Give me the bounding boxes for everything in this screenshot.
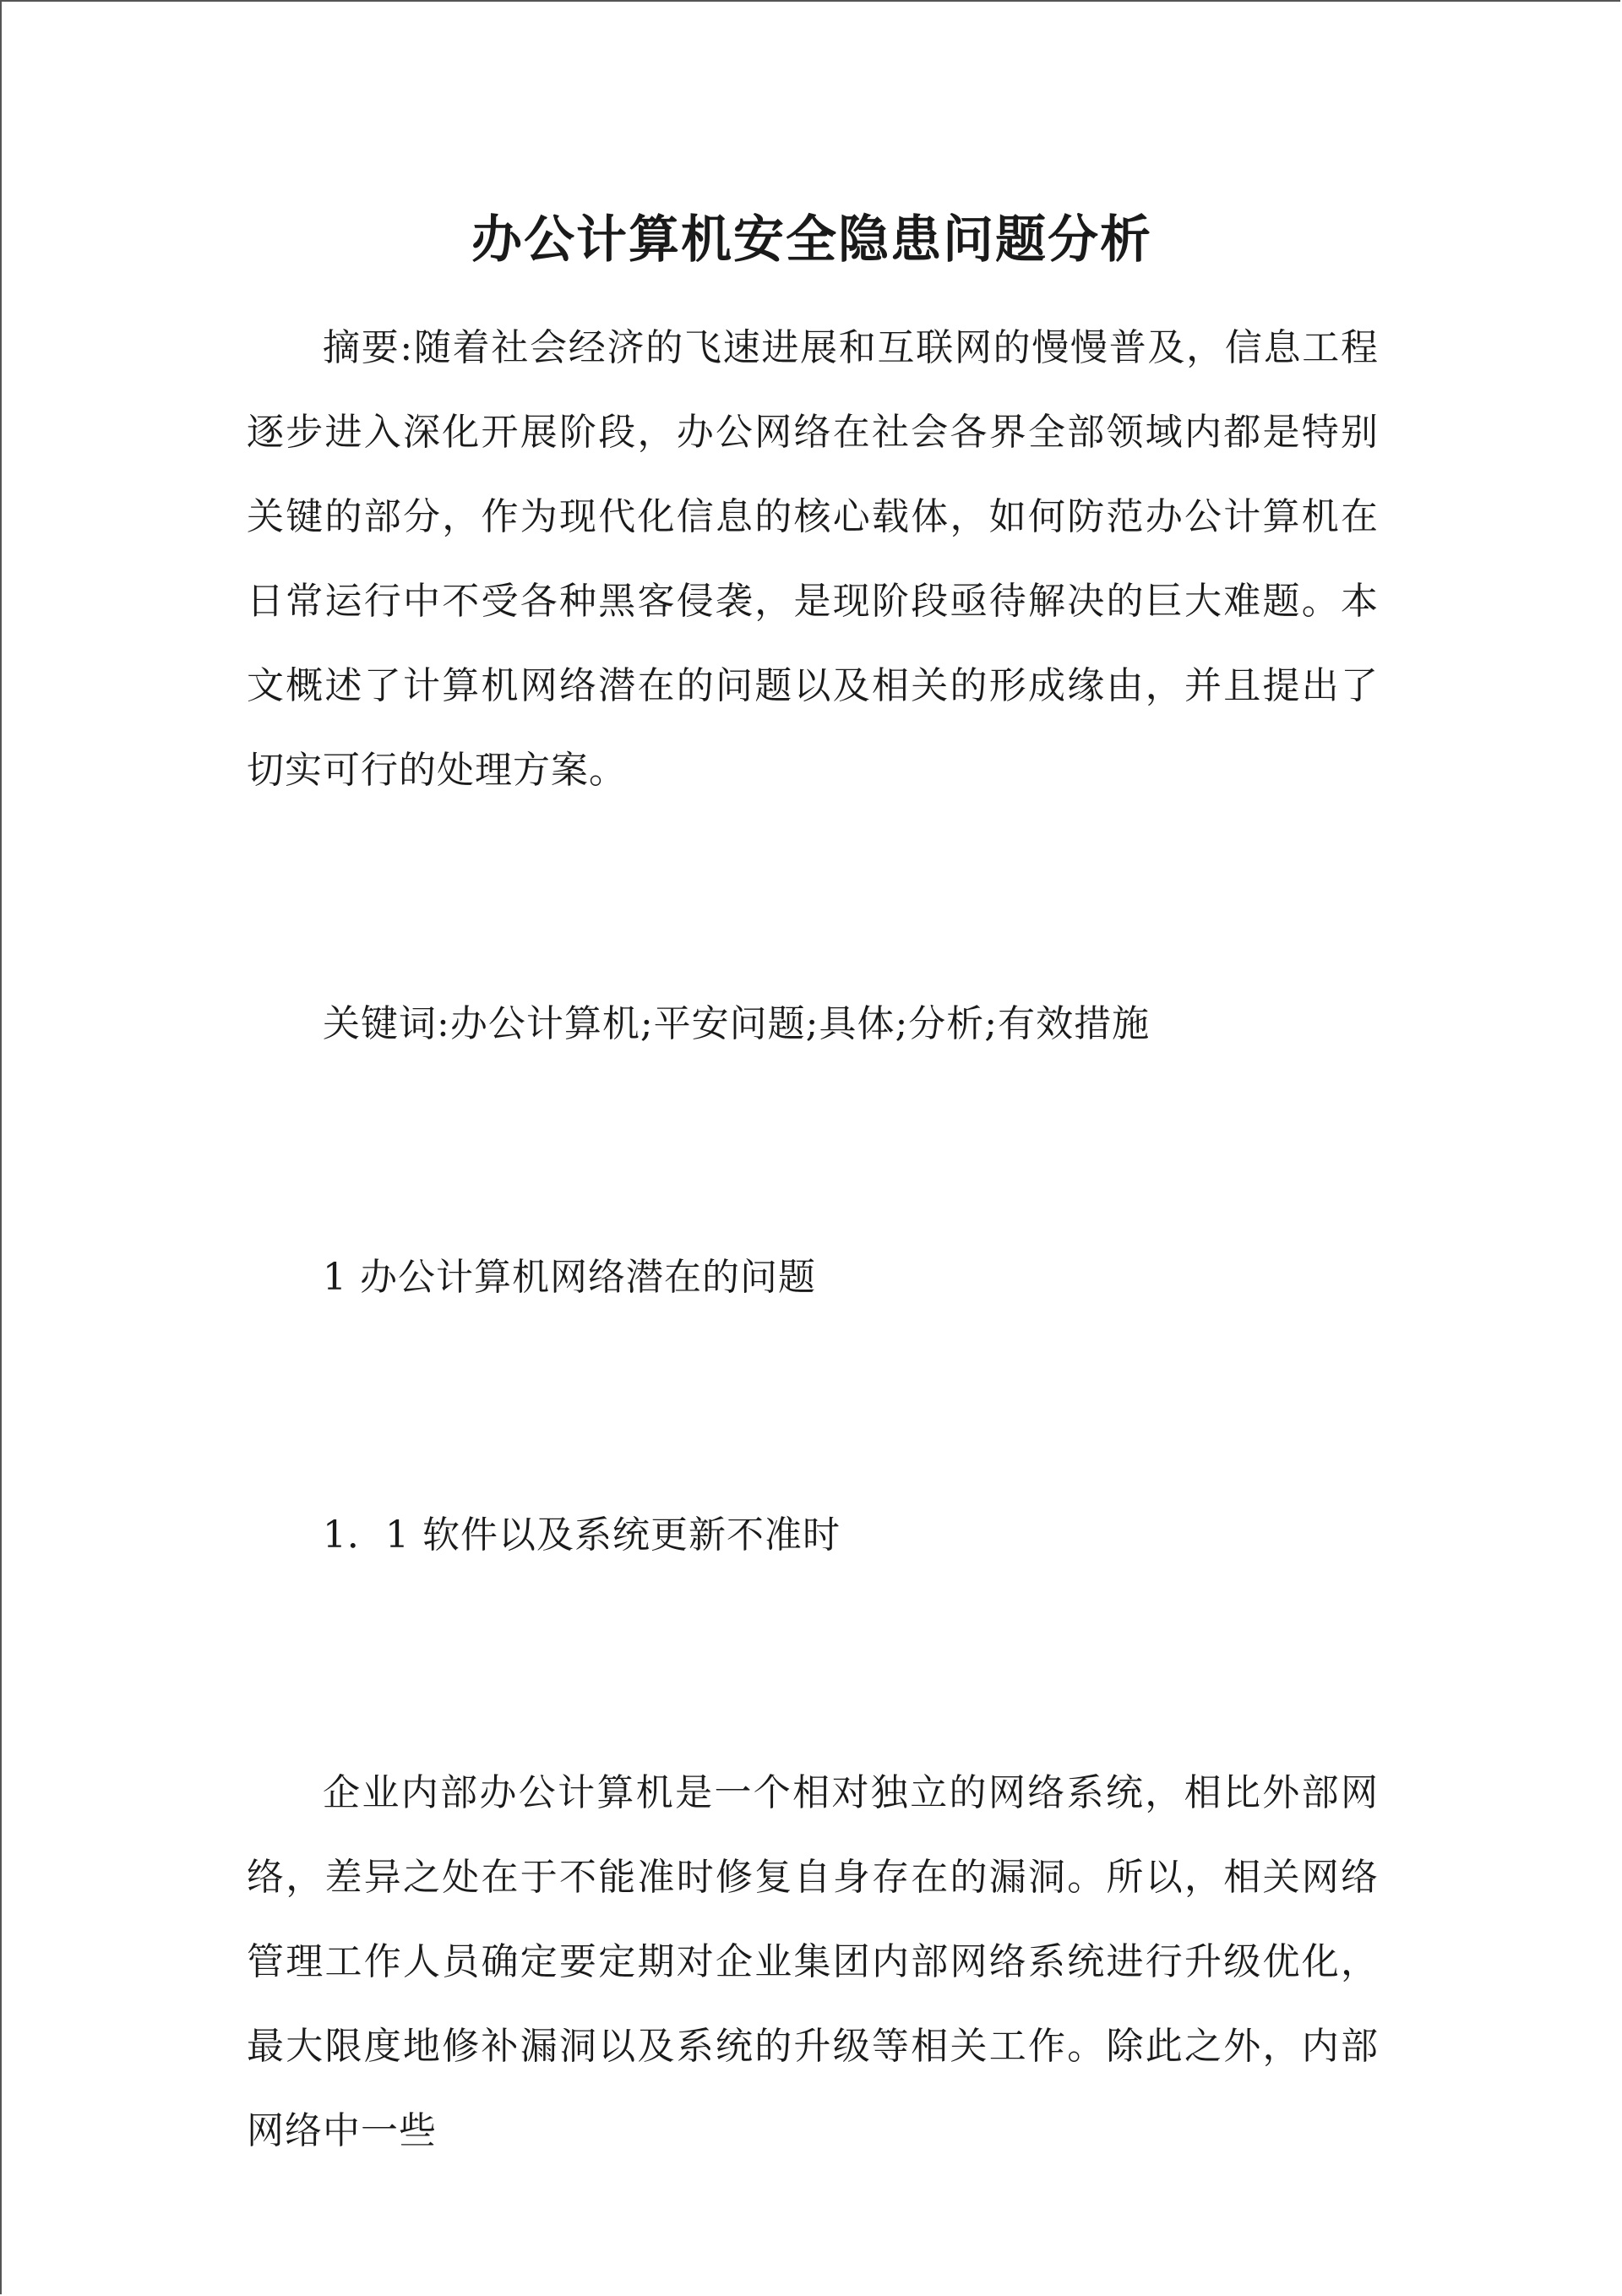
section-1-1-body: 企业内部办公计算机是一个相对独立的网络系统，相比外部网络，差异之处在于不能准时修复自身存在的漏洞。所以，相关网络管理工作人员确定要定期对企业集团内部网络系统进行升级优化，最大限度地修补漏洞以及系统的升级等相关工作。除此之外，内部网络中一些 xyxy=(247,1771,1379,2152)
document-title: 办公计算机安全隐患问题分析 xyxy=(471,210,1152,270)
section-heading-1: 1 办公计算机网络潜在的问题 xyxy=(323,1256,816,1299)
keywords-line: 关键词:办公计算机;平安问题;具体;分析;有效措施 xyxy=(323,1002,1151,1045)
abstract-paragraph: 摘要:随着社会经济的飞速进展和互联网的慢慢普及，信息工程逐步进入深化开展阶段，办公网络在社会各界全部领域内都是特别关键的部分，作为现代化信息的核心载体，如何防范办公计算机在日常运行中不受各种黑客侵袭，是现阶段亟待解决的巨大难题。本文概述了计算机网络潜在的问题以及相关的形成缘由，并且提出了切实可行的处理方案。 xyxy=(247,326,1379,792)
section-heading-1-1: 1．1 软件以及系统更新不准时 xyxy=(323,1513,841,1557)
